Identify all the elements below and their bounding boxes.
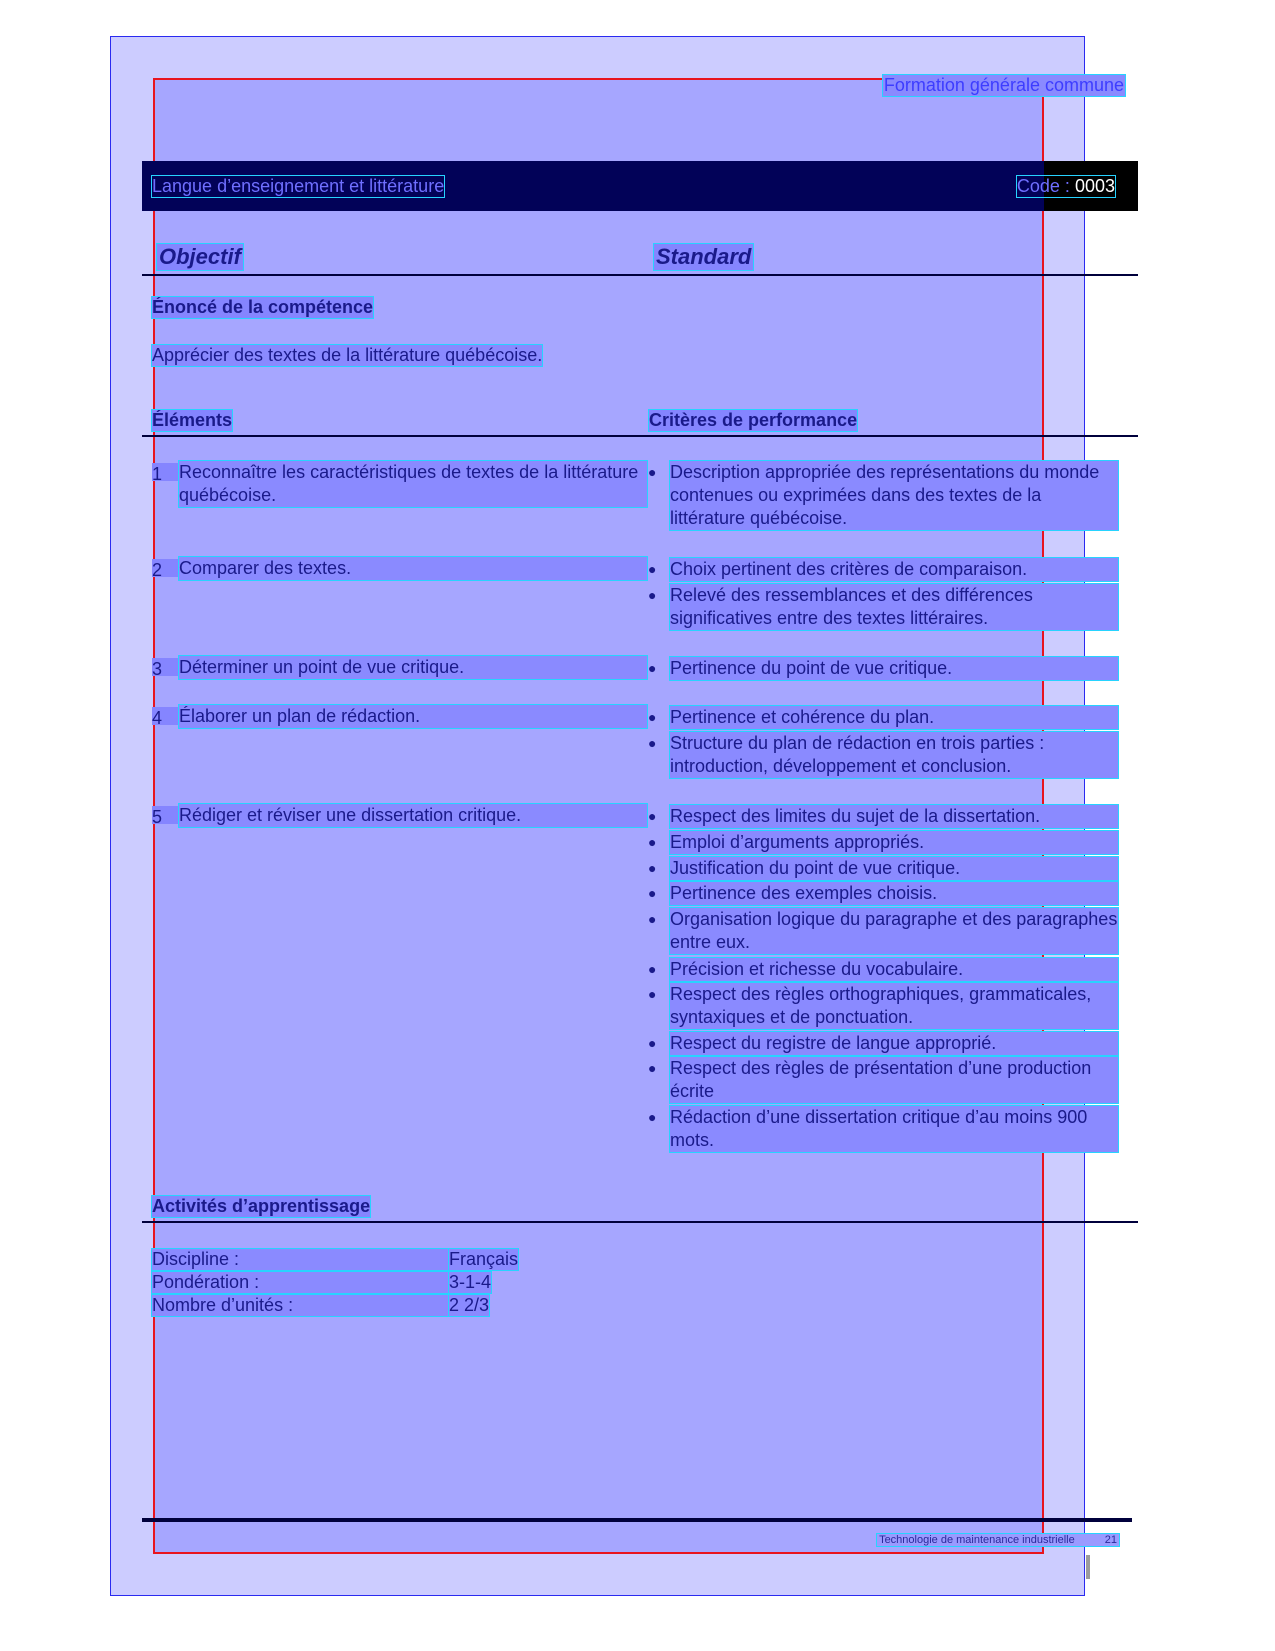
course-title: Langue d’enseignement et littérature	[152, 176, 445, 196]
element-item	[152, 656, 647, 679]
bullet-icon: ●	[648, 961, 657, 977]
criteria-text: Rédaction d’une dissertation critique d’au moins 900 mots.	[670, 1106, 1118, 1152]
criteria-text: Respect du registre de langue approprié.	[670, 1032, 1118, 1055]
discipline-value: Français	[449, 1249, 519, 1269]
bullet-icon: ●	[648, 464, 657, 480]
criteria-item	[648, 882, 1118, 905]
element-text: Comparer des textes.	[179, 557, 647, 580]
element-number: 3	[152, 658, 179, 676]
criteria-text: Choix pertinent des critères de comparaison.	[670, 558, 1118, 581]
criteria-item	[648, 983, 1118, 1029]
scroll-marker	[1086, 1555, 1090, 1579]
element-item	[152, 557, 647, 580]
bullet-icon: ●	[648, 808, 657, 824]
bullet-icon: ●	[648, 709, 657, 725]
bullet-icon: ●	[648, 1060, 657, 1076]
bullet-icon: ●	[648, 885, 657, 901]
bullet-icon: ●	[648, 911, 657, 927]
competence-statement: Apprécier des textes de la littérature québécoise.	[152, 345, 543, 365]
criteria-item	[648, 908, 1118, 954]
element-text: Élaborer un plan de rédaction.	[179, 705, 647, 728]
ponderation-value: 3-1-4	[449, 1272, 492, 1292]
criteria-text: Pertinence des exemples choisis.	[670, 882, 1118, 905]
code-value: 0003	[1074, 176, 1115, 196]
criteria-text: Respect des règles de présentation d’une production écrite	[670, 1057, 1118, 1103]
objectif-rule	[142, 274, 1138, 276]
course-code	[1017, 176, 1115, 197]
activities-heading: Activités d’apprentissage	[152, 1196, 371, 1216]
element-text: Reconnaître les caractéristiques de textes de la littérature québécoise.	[179, 461, 647, 507]
criteria-item	[648, 1106, 1118, 1152]
footer-program: Technologie de maintenance industrielle	[879, 1534, 1075, 1546]
criteria-text: Respect des règles orthographiques, grammaticales, syntaxiques et de ponctuation.	[670, 983, 1118, 1029]
page-footer	[877, 1534, 1119, 1546]
discipline-label: Discipline :	[152, 1249, 449, 1270]
element-item	[152, 804, 647, 827]
element-number: 2	[152, 559, 179, 577]
element-number: 5	[152, 806, 179, 824]
bullet-icon: ●	[648, 860, 657, 876]
objectif-heading: Objectif	[159, 244, 241, 269]
criteria-text: Pertinence et cohérence du plan.	[670, 706, 1118, 729]
criteria-item	[648, 958, 1118, 981]
criteria-text: Précision et richesse du vocabulaire.	[670, 958, 1118, 981]
element-text: Déterminer un point de vue critique.	[179, 656, 647, 679]
bullet-icon: ●	[648, 660, 657, 676]
standard-heading: Standard	[656, 244, 752, 269]
footer-rule	[142, 1518, 1132, 1522]
bullet-icon: ●	[648, 587, 657, 603]
units-row	[152, 1295, 489, 1316]
units-value: 2 2/3	[449, 1295, 490, 1315]
criteria-text: Respect des limites du sujet de la dissertation.	[670, 805, 1118, 828]
program-type-label: Formation générale commune	[883, 75, 1124, 95]
criteria-item	[648, 706, 1118, 729]
elements-rule	[142, 435, 1138, 437]
criteria-text: Structure du plan de rédaction en trois parties : introduction, développement et conclusion.	[670, 732, 1118, 778]
element-number: 4	[152, 707, 179, 725]
element-text: Rédiger et réviser une dissertation critique.	[179, 804, 647, 827]
criteria-item	[648, 657, 1118, 680]
criteria-text: Emploi d’arguments appropriés.	[670, 831, 1118, 854]
code-label: Code :	[1016, 176, 1070, 196]
element-item	[152, 461, 647, 507]
criteria-heading: Critères de performance	[649, 410, 858, 430]
competence-heading: Énoncé de la compétence	[152, 297, 374, 317]
criteria-text: Relevé des ressemblances et des différences significatives entre des textes littéraires.	[670, 584, 1118, 630]
criteria-item	[648, 831, 1118, 854]
element-item	[152, 705, 647, 728]
criteria-text: Pertinence du point de vue critique.	[670, 657, 1118, 680]
criteria-item	[648, 1032, 1118, 1055]
criteria-item	[648, 461, 1118, 530]
criteria-item	[648, 732, 1118, 778]
criteria-text: Justification du point de vue critique.	[670, 857, 1118, 880]
ponderation-label: Pondération :	[152, 1272, 449, 1293]
criteria-item	[648, 558, 1118, 581]
elements-heading: Éléments	[152, 410, 233, 430]
criteria-item	[648, 1057, 1118, 1103]
criteria-text: Description appropriée des représentations du monde contenues ou exprimées dans des textes de la littérature québécoise.	[670, 461, 1118, 530]
criteria-item	[648, 584, 1118, 630]
bullet-icon: ●	[648, 1109, 657, 1125]
discipline-row	[152, 1249, 518, 1270]
units-label: Nombre d’unités :	[152, 1295, 449, 1316]
criteria-item	[648, 805, 1118, 828]
ponderation-row	[152, 1272, 491, 1293]
bullet-icon: ●	[648, 735, 657, 751]
bullet-icon: ●	[648, 1035, 657, 1051]
page-number: 21	[1104, 1534, 1117, 1546]
activities-rule	[142, 1221, 1138, 1223]
bullet-icon: ●	[648, 561, 657, 577]
bullet-icon: ●	[648, 986, 657, 1002]
element-number: 1	[152, 463, 179, 481]
criteria-text: Organisation logique du paragraphe et des paragraphes entre eux.	[670, 909, 1118, 952]
criteria-item	[648, 857, 1118, 880]
bullet-icon: ●	[648, 834, 657, 850]
